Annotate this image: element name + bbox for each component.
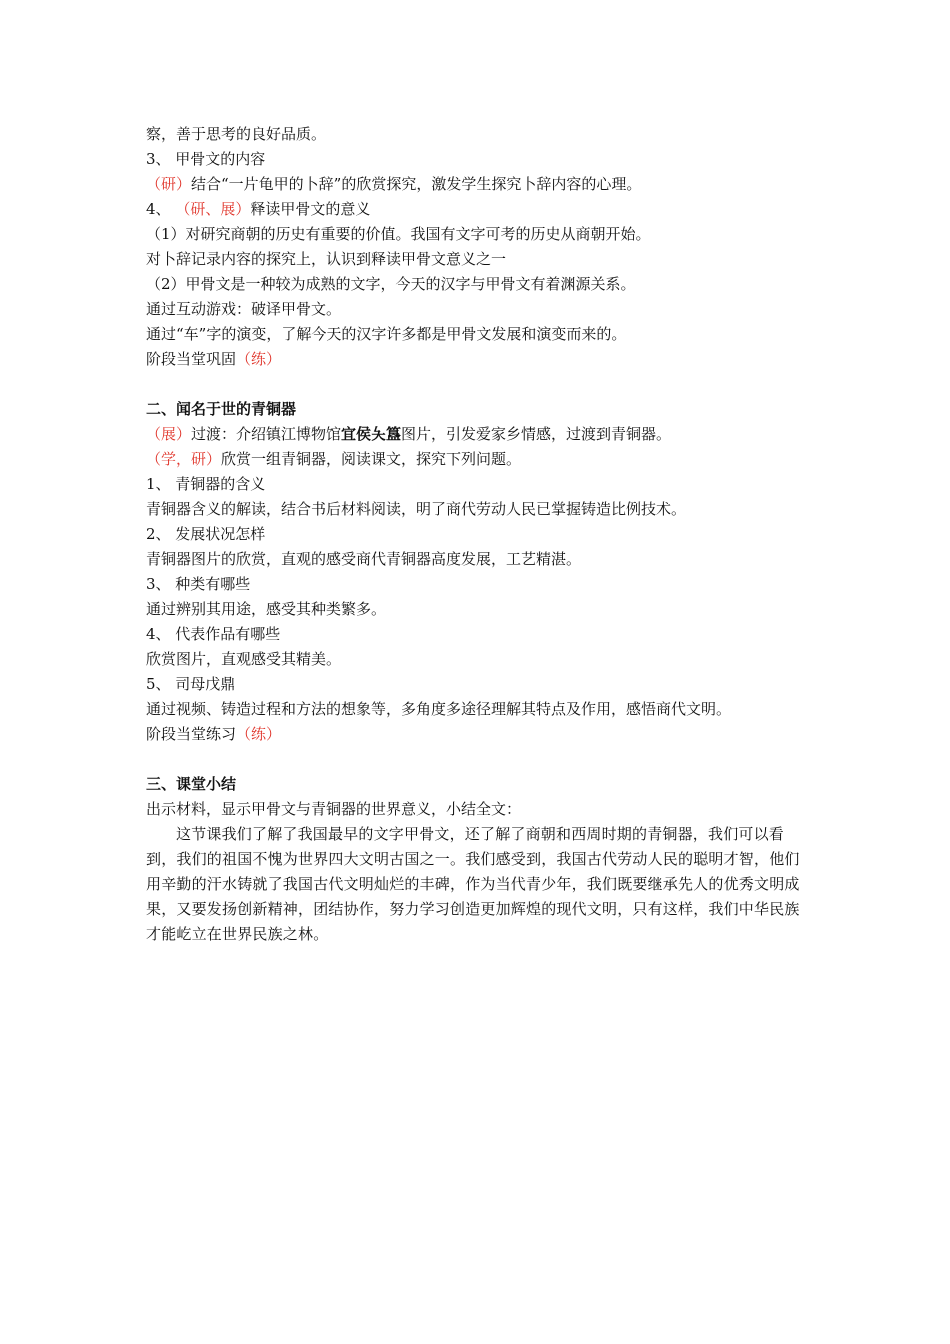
item-number: 4、: [146, 200, 176, 218]
text-span: 释读甲骨文的意义: [250, 200, 371, 218]
text-line: （1）对研究商朝的历史有重要的价值。我国有文字可考的历史从商朝开始。: [146, 225, 651, 243]
text-line: 察，善于思考的良好品质。: [146, 125, 327, 143]
activity-tag: （研）: [146, 175, 192, 193]
list-item: 5、 司母戊鼎: [146, 675, 236, 693]
list-item: 通过视频、铸造过程和方法的想象等，多角度多途径理解其特点及作用，感悟商代文明。: [146, 700, 732, 718]
list-item: 青铜器图片的欣赏，直观的感受商代青铜器高度发展，工艺精湛。: [146, 550, 582, 568]
section-item-heading: 3、 甲骨文的内容: [146, 150, 266, 168]
artifact-name: 宜侯夨簋: [341, 425, 402, 443]
list-item: 2、 发展状况怎样: [146, 525, 266, 543]
section-item-heading: [146, 197, 806, 222]
text-line: 通过互动游戏：破译甲骨文。: [146, 300, 342, 318]
list-item: 通过辨别其用途，感受其种类繁多。: [146, 600, 387, 618]
section-heading: 三、课堂小结: [146, 775, 237, 793]
activity-tag: （展）: [146, 425, 192, 443]
text-span: 欣赏一组青铜器，阅读课文，探究下列问题。: [221, 450, 522, 468]
text-line: （2）甲骨文是一种较为成熟的文字，今天的汉字与甲骨文有着渊源关系。: [146, 275, 636, 293]
text-line: [146, 447, 806, 472]
text-span: 阶段当堂练习: [146, 725, 237, 743]
list-item: 青铜器含义的解读，结合书后材料阅读，明了商代劳动人民已掌握铸造比例技术。: [146, 500, 687, 518]
activity-tag: （学，研）: [146, 450, 222, 468]
text-line: 对卜辞记录内容的探究上，认识到释读甲骨文意义之一: [146, 250, 507, 268]
text-line: [146, 172, 806, 197]
text-line: [146, 722, 806, 747]
activity-tag: （练）: [236, 350, 282, 368]
section-heading: 二、闻名于世的青铜器: [146, 400, 297, 418]
activity-tag: （练）: [236, 725, 282, 743]
text-line: 通过“车”字的演变，了解今天的汉字许多都是甲骨文发展和演变而来的。: [146, 325, 627, 343]
text-line: 出示材料，显示甲骨文与青铜器的世界意义，小结全文：: [146, 800, 522, 818]
spacer: [146, 747, 806, 772]
text-span: 图片，引发爱家乡情感，过渡到青铜器。: [401, 425, 672, 443]
document-page: [146, 122, 806, 947]
list-item: 1、 青铜器的含义: [146, 475, 266, 493]
activity-tag: （研、展）: [175, 200, 251, 218]
text-line: [146, 347, 806, 372]
text-span: 过渡：介绍镇江博物馆: [191, 425, 342, 443]
list-item: 欣赏图片，直观感受其精美。: [146, 650, 342, 668]
summary-paragraph: 这节课我们了解了我国最早的文字甲骨文，还了解了商朝和西周时期的青铜器，我们可以看到，我们的祖国不愧为世界四大文明古国之一。我们感受到，我国古代劳动人民的聪明才智，他们用辛勤的汗水铸就了我国古代文明灿烂的丰碑，作为当代青少年，我们既要继承先人的优秀文明成果，又要发扬创新精神，团结协作，努力学习创造更加辉煌的现代文明，只有这样，我们中华民族才能屹立在世界民族之林。: [146, 825, 800, 943]
text-line: [146, 422, 806, 447]
spacer: [146, 372, 806, 397]
text-span: 阶段当堂巩固: [146, 350, 237, 368]
list-item: 3、 种类有哪些: [146, 575, 251, 593]
list-item: 4、 代表作品有哪些: [146, 625, 281, 643]
text-span: 结合“一片龟甲的卜辞”的欣赏探究，激发学生探究卜辞内容的心理。: [191, 175, 642, 193]
